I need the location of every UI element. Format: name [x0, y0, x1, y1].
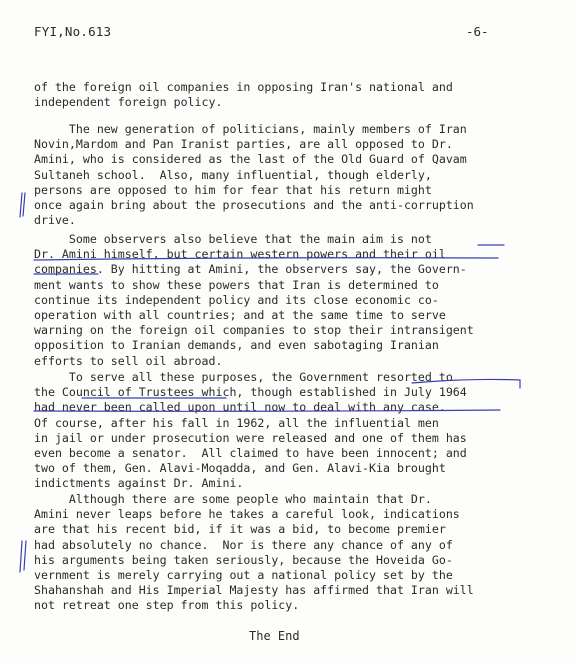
paragraph-1: of the foreign oil companies in opposing Iran's national and independent foreign policy. — [34, 80, 453, 110]
paragraph-2: The new generation of politicians, mainly members of Iran Novin,Mardom and Pan Iranist parties, are all opposed to Dr. Amini, who is considered as the last of the Old Guard of Qavam Sultaneh school. Also, many influential, though elderly, persons are opposed to him for fear that his return might once again bring about the prosecutions and the anti-corruption drive. — [34, 122, 474, 228]
memo-reference: FYI,No.613 — [34, 24, 112, 39]
margin-mark-1b — [23, 193, 25, 216]
paragraph-4: To serve all these purposes, the Government resorted to the Council of Trustees which, though established in July 1964 had never been called upon until now to deal with any case. Of course, after his fall in 1962, all the influential men in jail or under prosecution were released and one of them has even become a senator. All claimed to have been innocent; and two of them, Gen. Alavi-Moqadda, and Gen. Alavi-Kia brought indictments against Dr. Amini. — [34, 370, 467, 491]
margin-mark-2b — [24, 541, 26, 570]
paragraph-5: Although there are some people who maintain that Dr. Amini never leaps before he takes a careful look, indications are that his recent bid, if it was a bid, to become premier had absolutely no chance. Nor is there any chance of any of his arguments being taken seriously, because the Hoveida Go- vernment is merely carrying out a national policy set by the Shahanshah and His Imperial Majesty has affirmed that Iran will not retreat one step from this policy. — [34, 492, 474, 613]
margin-mark-2 — [20, 541, 22, 572]
page-number: -6- — [466, 24, 489, 39]
closing-text: The End — [249, 629, 300, 643]
paragraph-3: Some observers also believe that the main aim is not Dr. Amini himself, but certain western powers and their oil companies. By hitting at Amini, the observers say, the Govern- ment wants to show these powers that Iran is determined to continue its independent policy and its close economic co- operation with all countries; and at the same time to serve warning on the foreign oil companies to stop their intransigent opposition to Iranian demands, and even sabotaging Iranian efforts to sell oil abroad. — [34, 232, 474, 368]
margin-mark-1 — [20, 193, 22, 217]
